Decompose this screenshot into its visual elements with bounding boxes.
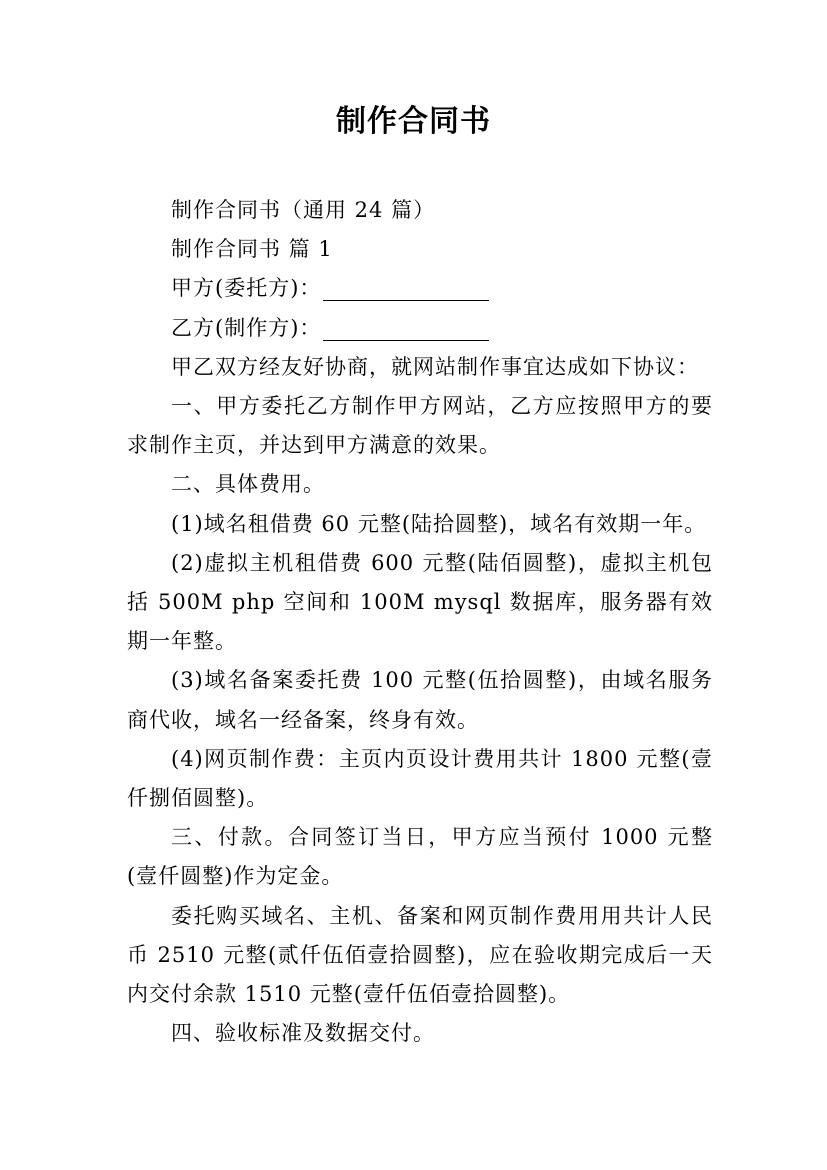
party-a-blank-line [323,276,489,301]
paragraph-section-three: 三、付款。合同签订当日，甲方应当预付 1000 元整(壹仟圆整)作为定金。 [127,825,713,889]
paragraph-fee-domain: (1)域名租借费 60 元整(陆拾圆整)，域名有效期一年。 [171,511,707,536]
party-b-blank-line [323,316,489,341]
paragraph-total-payment: 委托购买域名、主机、备案和网页制作费用用共计人民币 2510 元整(贰仟伍佰壹拾圆整)，应在验收期完成后一天内交付余款 1510 元整(壹仟伍佰壹拾圆整)。 [127,903,713,1007]
paragraph-section-two: 二、具体费用。 [171,472,325,497]
party-b-line [127,309,713,348]
paragraph-fee-webpage: (4)网页制作费：主页内页设计费用共计 1800 元整(壹仟捌佰圆整)。 [127,746,713,811]
document-body [127,191,713,1053]
document-title: 制作合同书 [336,104,491,139]
paragraph-agreement: 甲乙双方经友好协商，就网站制作事宜达成如下协议： [171,354,699,379]
intro-line: 制作合同书（通用 24 篇） [171,198,436,222]
paragraph-fee-hosting: (2)虚拟主机租借费 600 元整(陆佰圆整)，虚拟主机包括 500M php 空间和 100M mysql 数据库，服务器有效期一年整。 [127,550,713,654]
paragraph-section-one: 一、甲方委托乙方制作甲方网站，乙方应按照甲方的要求制作主页，并达到甲方满意的效果。 [127,394,713,458]
subheading-line: 制作合同书 篇 1 [171,237,333,262]
party-a-label: 甲方(委托方)： [171,276,322,301]
party-a-line [127,269,713,308]
paragraph-fee-filing: (3)域名备案委托费 100 元整(伍拾圆整)，由域名服务商代收，域名一经备案，终身有效。 [127,668,713,732]
paragraph-section-four: 四、验收标准及数据交付。 [171,1021,435,1046]
party-b-label: 乙方(制作方)： [171,315,322,340]
